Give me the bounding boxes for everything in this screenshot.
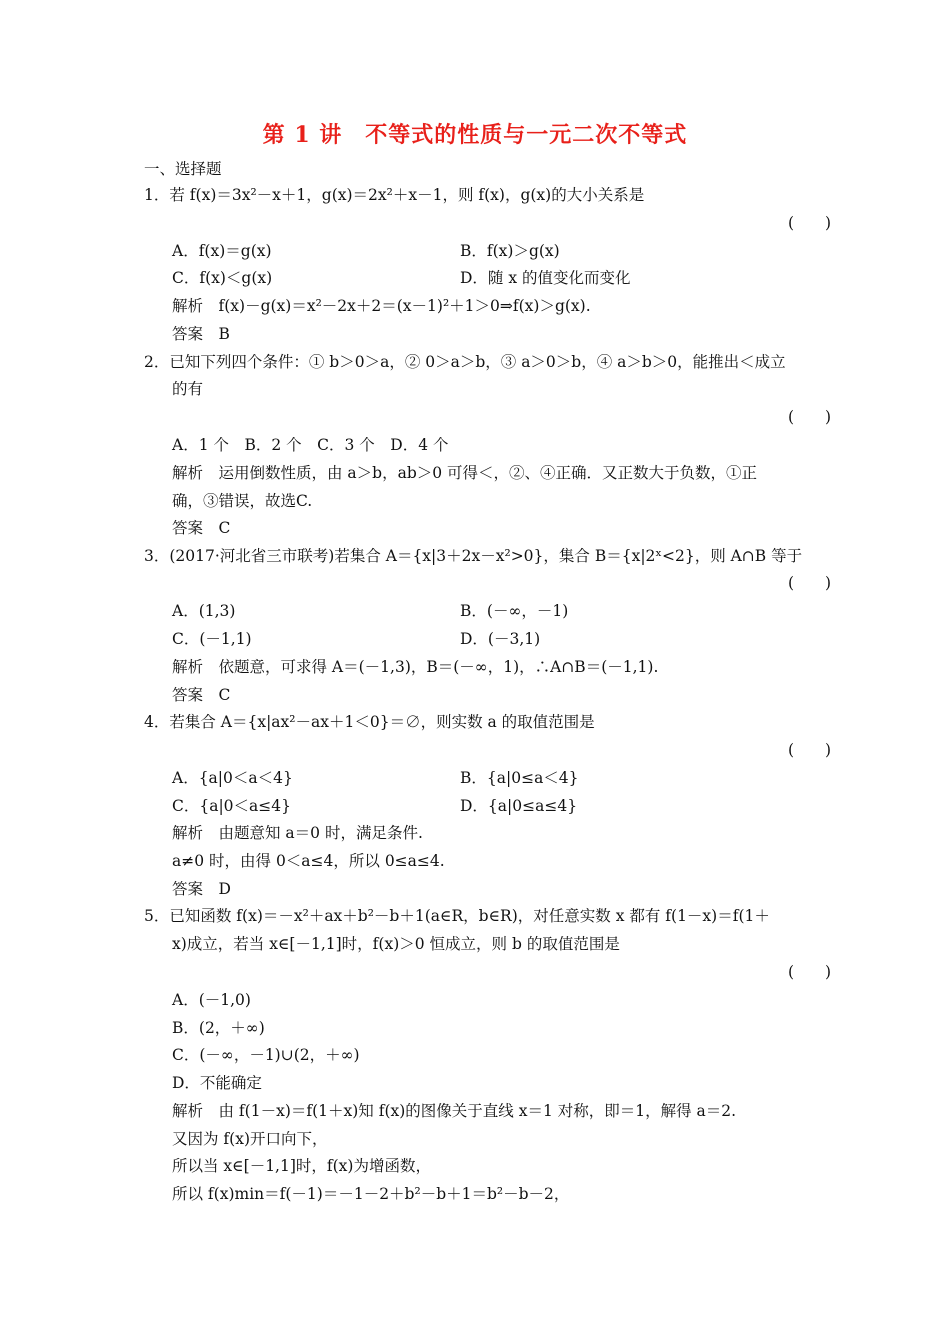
q4-option-c: C．{a|0＜a≤4}	[172, 797, 291, 815]
q1-option-d: D．随 x 的值变化而变化	[460, 269, 631, 287]
q2-analysis-line1: 解析 运用倒数性质，由 a＞b，ab＞0 可得＜，②、④正确．又正数大于负数，①正	[172, 464, 758, 482]
q3-analysis: 解析 依题意，可求得 A＝(－1,3)，B＝(－∞，1)，∴A∩B＝(－1,1).	[172, 658, 659, 676]
q3-stem: 3．(2017·河北省三市联考)若集合 A＝{x|3＋2x－x²>0}，集合 B＝{x|2ˣ<2}，则 A∩B 等于	[144, 547, 803, 565]
q5-analysis-line3: 所以当 x∈[－1,1]时，f(x)为增函数，	[172, 1157, 431, 1175]
q3-option-b: B．(－∞，－1)	[460, 602, 569, 620]
q5-answer-blank: ( )	[788, 963, 832, 981]
q2-analysis-line2: 确，③错误，故选C.	[172, 492, 313, 510]
q4-answer-blank: ( )	[788, 741, 832, 759]
q1-option-b: B．f(x)＞g(x)	[460, 242, 560, 260]
q5-analysis-line4: 所以 f(x)min＝f(－1)＝－1－2＋b²－b＋1＝b²－b－2，	[172, 1185, 570, 1203]
q3-option-c: C．(－1,1)	[172, 630, 252, 648]
q1-analysis: 解析 f(x)－g(x)＝x²－2x＋2＝(x－1)²＋1＞0⇒f(x)＞g(x).	[172, 297, 591, 315]
q5-option-b: B．(2，＋∞)	[172, 1019, 265, 1037]
q2-options: A．1 个 B．2 个 C．3 个 D．4 个	[172, 436, 449, 454]
q5-analysis-line1: 解析 由 f(1－x)＝f(1＋x)知 f(x)的图像关于直线 x＝1 对称，即＝1，解得 a＝2.	[172, 1102, 737, 1120]
q5-option-a: A．(－1,0)	[172, 991, 251, 1009]
q5-stem-line2: x)成立，若当 x∈[－1,1]时，f(x)＞0 恒成立，则 b 的取值范围是	[172, 935, 620, 953]
q3-answer: 答案 C	[172, 686, 231, 704]
q1-answer-blank: ( )	[788, 214, 832, 232]
q4-answer: 答案 D	[172, 880, 231, 898]
q4-analysis-line2: a≠0 时，由得 0＜a≤4，所以 0≤a≤4.	[172, 852, 445, 870]
q3-option-d: D．(－3,1)	[460, 630, 541, 648]
q3-answer-blank: ( )	[788, 574, 832, 592]
section-heading: 一、选择题	[144, 160, 222, 178]
q2-stem-line2: 的有	[172, 380, 204, 398]
q4-option-d: D．{a|0≤a≤4}	[460, 797, 578, 815]
q3-option-a: A．(1,3)	[172, 602, 236, 620]
q4-option-b: B．{a|0≤a＜4}	[460, 769, 579, 787]
q4-option-a: A．{a|0＜a＜4}	[172, 769, 293, 787]
page-title: 第 1 讲 不等式的性质与一元二次不等式	[262, 122, 688, 148]
q1-option-c: C．f(x)＜g(x)	[172, 269, 273, 287]
q1-option-a: A．f(x)＝g(x)	[172, 242, 272, 260]
q4-stem: 4．若集合 A＝{x|ax²－ax＋1＜0}＝∅，则实数 a 的取值范围是	[144, 713, 595, 731]
q2-answer: 答案 C	[172, 519, 231, 537]
q2-stem-line1: 2．已知下列四个条件：① b＞0＞a，② 0＞a＞b，③ a＞0＞b，④ a＞b＞0，能推出＜成立	[144, 353, 786, 371]
q5-option-d: D．不能确定	[172, 1074, 262, 1092]
q1-answer: 答案 B	[172, 325, 230, 343]
q1-stem: 1．若 f(x)＝3x²－x＋1，g(x)＝2x²＋x－1，则 f(x)，g(x)的大小关系是	[144, 186, 645, 204]
q5-option-c: C．(－∞，－1)∪(2，＋∞)	[172, 1046, 360, 1064]
q4-analysis-line1: 解析 由题意知 a＝0 时，满足条件.	[172, 824, 423, 842]
q5-analysis-line2: 又因为 f(x)开口向下，	[172, 1130, 328, 1148]
q5-stem-line1: 5．已知函数 f(x)＝－x²＋ax＋b²－b＋1(a∈R，b∈R)，对任意实数 x 都有 f(1－x)＝f(1＋	[144, 907, 770, 925]
q2-answer-blank: ( )	[788, 408, 832, 426]
